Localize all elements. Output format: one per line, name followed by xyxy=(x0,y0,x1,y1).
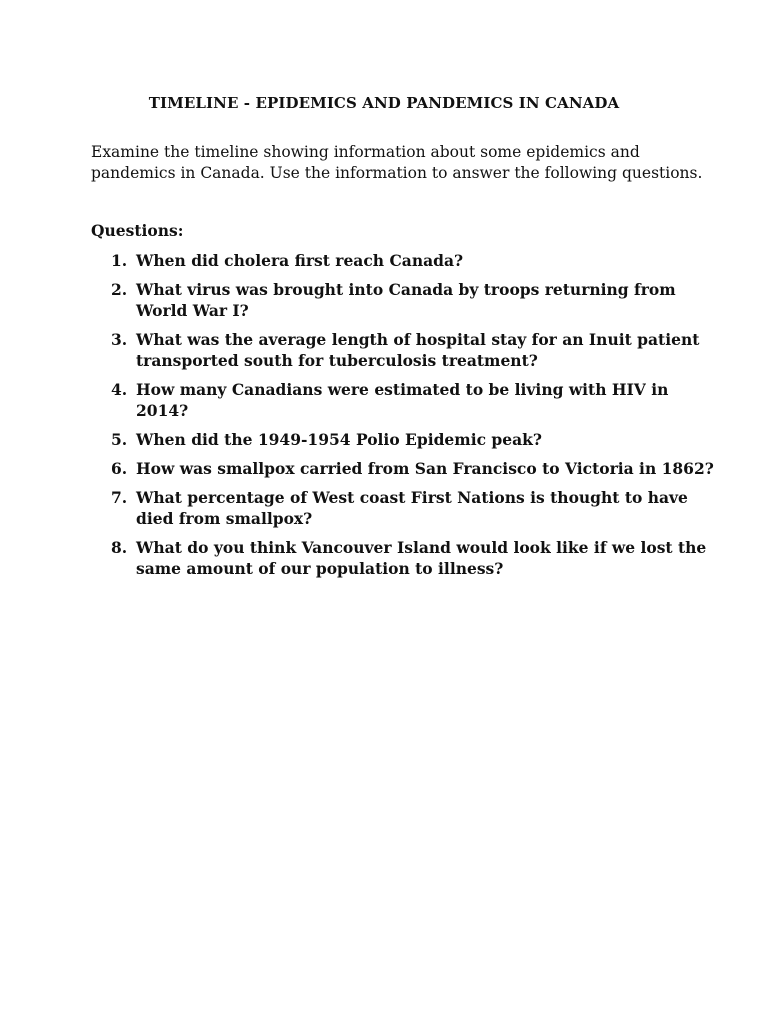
intro-paragraph xyxy=(91,142,703,184)
question-item xyxy=(91,329,700,371)
question-number: 2. xyxy=(111,280,128,299)
question-text: When did cholera first reach Canada? xyxy=(136,251,464,270)
question-number: 1. xyxy=(111,251,128,270)
question-item xyxy=(91,429,691,450)
question-text: How was smallpox carried from San Francisco to Victoria in 1862? xyxy=(136,459,714,478)
question-number: 5. xyxy=(111,430,128,449)
question-text: What virus was brought into Canada by troops returning from xyxy=(136,280,676,299)
question-text: When did the 1949-1954 Polio Epidemic peak? xyxy=(136,430,542,449)
intro-line: Examine the timeline showing information about some epidemics and xyxy=(91,143,640,161)
question-number: 3. xyxy=(111,330,128,349)
questions-list xyxy=(91,250,714,587)
intro-line: pandemics in Canada. Use the information to answer the following questions. xyxy=(91,164,703,182)
question-item xyxy=(91,250,691,271)
question-number: 7. xyxy=(111,488,128,507)
question-text: What do you think Vancouver Island would look like if we lost the xyxy=(136,538,707,557)
question-text: died from smallpox? xyxy=(136,509,313,528)
question-item xyxy=(91,379,691,421)
question-text: What was the average length of hospital stay for an Inuit patient xyxy=(136,330,700,349)
question-number: 6. xyxy=(111,459,128,478)
question-text: same amount of our population to illness? xyxy=(136,559,504,578)
question-item xyxy=(91,537,707,579)
question-text: World War I? xyxy=(136,301,249,320)
page-title: TIMELINE - EPIDEMICS AND PANDEMICS IN CANADA xyxy=(148,94,620,112)
question-item xyxy=(91,279,691,321)
question-number: 4. xyxy=(111,380,128,399)
question-text: 2014? xyxy=(136,401,189,420)
question-text: How many Canadians were estimated to be living with HIV in xyxy=(136,380,669,399)
questions-heading: Questions: xyxy=(91,221,184,240)
question-text: What percentage of West coast First Nations is thought to have xyxy=(136,488,688,507)
question-item xyxy=(91,458,714,479)
question-text: transported south for tuberculosis treatment? xyxy=(136,351,538,370)
question-item xyxy=(91,487,691,529)
question-number: 8. xyxy=(111,538,128,557)
